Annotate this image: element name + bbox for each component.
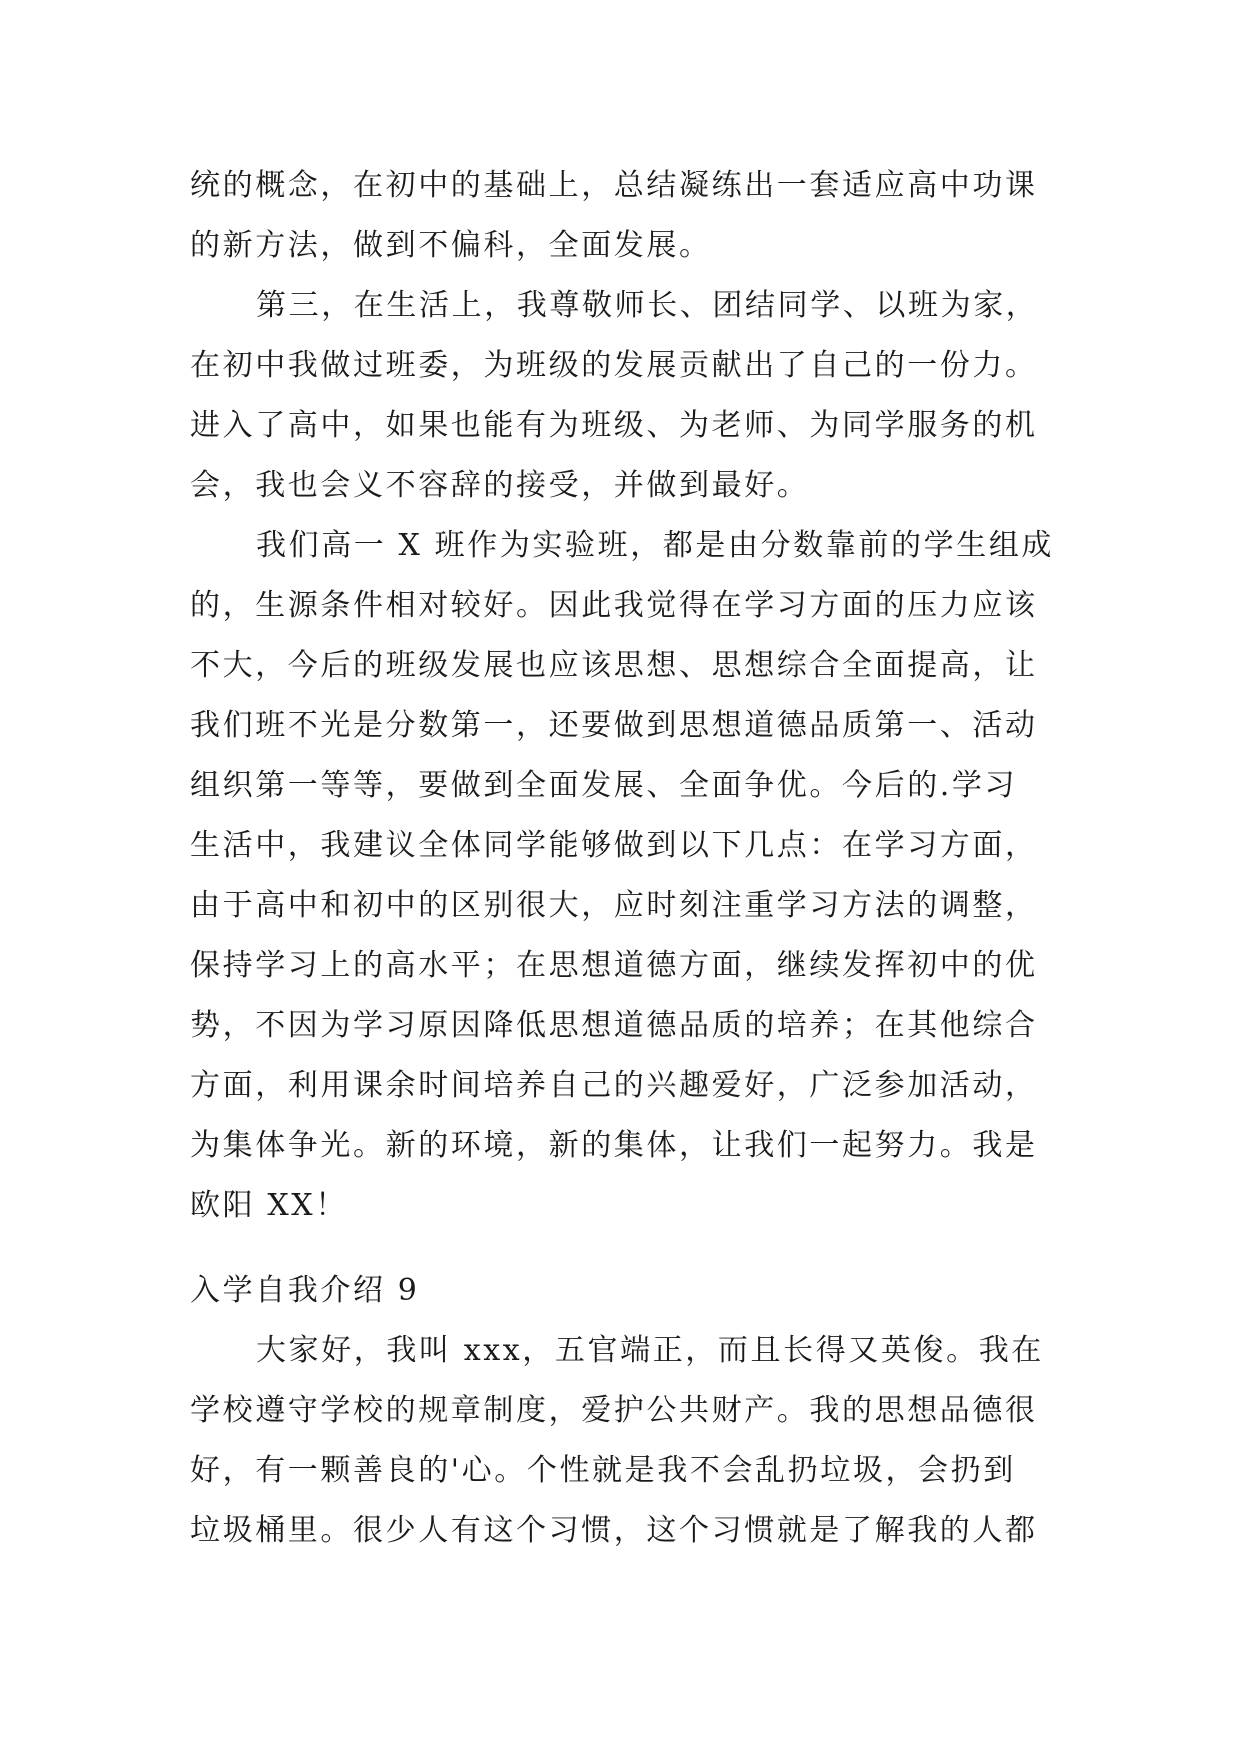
text-line: 学校遵守学校的规章制度，爱护公共财产。我的思想品德很 [190, 1393, 1038, 1428]
text-line: 我们班不光是分数第一，还要做到思想道德品质第一、活动 [190, 708, 1038, 743]
text-line: 方面，利用课余时间培养自己的兴趣爱好，广泛参加活动， [190, 1068, 1038, 1103]
text-line: 为集体争光。新的环境，新的集体，让我们一起努力。我是 [190, 1128, 1038, 1163]
text-line: 统的概念，在初中的基础上，总结凝练出一套适应高中功课 [190, 168, 1038, 203]
text-line: 保持学习上的高水平；在思想道德方面，继续发挥初中的优 [190, 948, 1038, 983]
text-line: 在初中我做过班委，为班级的发展贡献出了自己的一份力。 [190, 348, 1038, 383]
text-line: 进入了高中，如果也能有为班级、为老师、为同学服务的机 [190, 408, 1038, 443]
section-heading: 入学自我介绍 9 [190, 1273, 420, 1308]
paragraph-first-line: 大家好，我叫 xxx，五官端正，而且长得又英俊。我在 [256, 1333, 1044, 1368]
text-line: 欧阳 XX！ [190, 1188, 348, 1223]
text-line: 由于高中和初中的区别很大，应时刻注重学习方法的调整， [190, 888, 1038, 923]
text-line: 势，不因为学习原因降低思想道德品质的培养；在其他综合 [190, 1008, 1038, 1043]
text-line: 的，生源条件相对较好。因此我觉得在学习方面的压力应该 [190, 588, 1038, 623]
paragraph-first-line: 我们高一 X 班作为实验班，都是由分数靠前的学生组成 [256, 528, 1055, 563]
text-line: 垃圾桶里。很少人有这个习惯，这个习惯就是了解我的人都 [190, 1513, 1038, 1548]
text-line: 组织第一等等，要做到全面发展、全面争优。今后的.学习 [190, 768, 1018, 803]
text-line: 好，有一颗善良的'心。个性就是我不会乱扔垃圾，会扔到 [190, 1453, 1016, 1488]
text-line: 生活中，我建议全体同学能够做到以下几点：在学习方面， [190, 828, 1038, 863]
text-line: 不大，今后的班级发展也应该思想、思想综合全面提高，让 [190, 648, 1038, 683]
text-line: 会，我也会义不容辞的接受，并做到最好。 [190, 468, 810, 503]
paragraph-first-line: 第三，在生活上，我尊敬师长、团结同学、以班为家， [256, 288, 1039, 323]
text-line: 的新方法，做到不偏科，全面发展。 [190, 228, 712, 263]
